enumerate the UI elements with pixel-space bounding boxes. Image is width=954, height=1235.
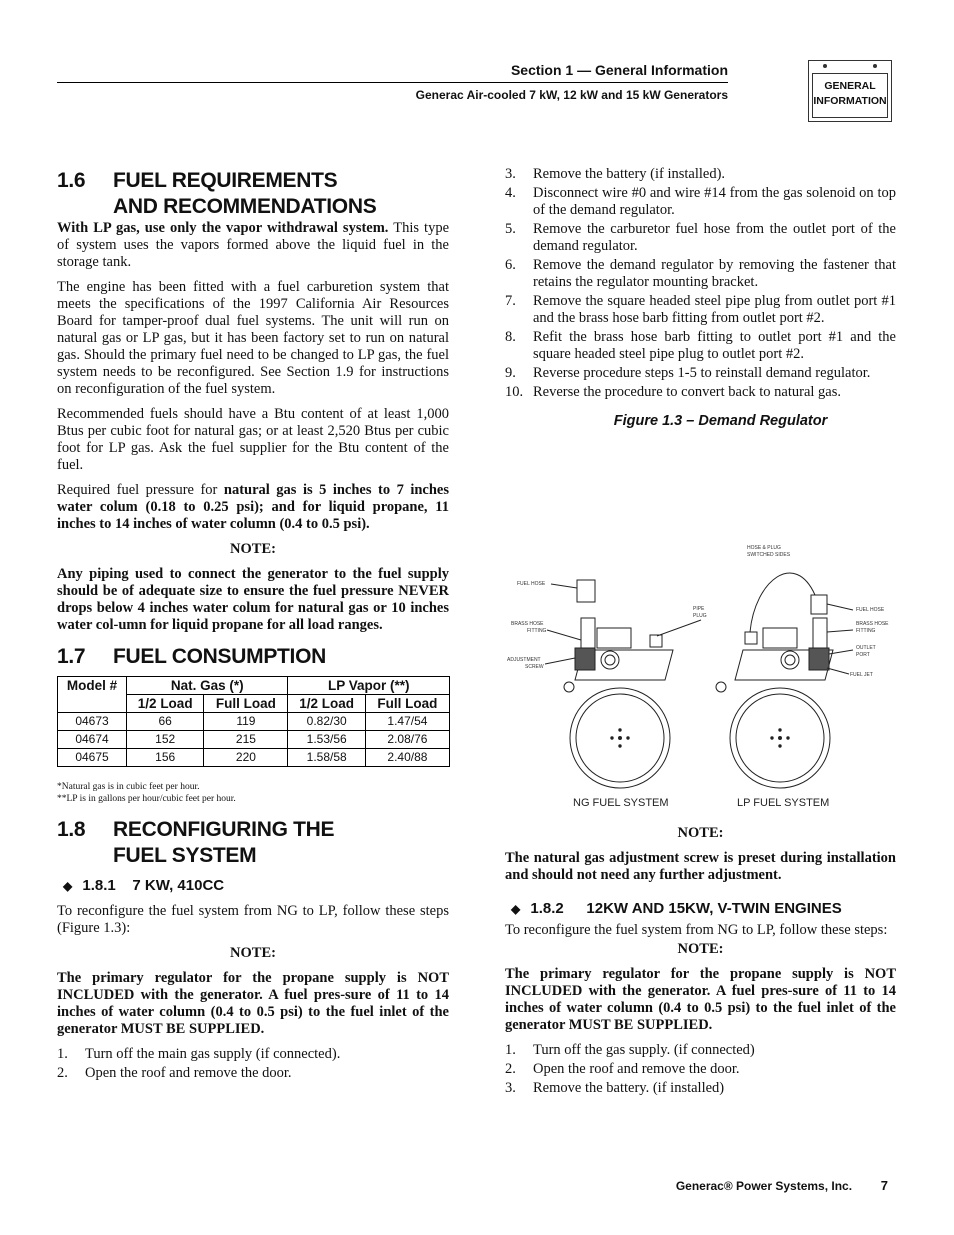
label-outlet-port-2: PORT — [856, 652, 870, 658]
heading-text: FUEL CONSUMPTION — [113, 645, 326, 668]
table-cell: 2.08/76 — [365, 731, 449, 749]
bold-text: The primary regulator for the propane supply is NOT INCLUDED with the generator. A fuel pres-sure of 11 to 14 inches of water column (0.4 to 0.5 psi) to the fuel inlet of the generator MUST BE SUPPLIED. — [57, 970, 449, 1037]
table-subheader: 1/2 Load — [127, 695, 204, 713]
tab-hole-left — [823, 64, 827, 68]
step-number: 1. — [505, 1042, 516, 1058]
label-fuel-hose-lp: FUEL HOSE — [856, 607, 885, 613]
step-number: 6. — [505, 257, 516, 273]
bold-text: The primary regulator for the propane supply is NOT INCLUDED with the generator. A fuel pres-sure of 11 to 14 inches of water column (0.4 to 0.5 psi) to the fuel inlet of the generator MUST BE SUPPLIED. — [505, 966, 896, 1033]
table-cell: 152 — [127, 731, 204, 749]
paragraph — [57, 220, 449, 271]
step-number: 5. — [505, 221, 516, 237]
step-text: Remove the carburetor fuel hose from the outlet port of the demand regulator. — [533, 221, 896, 254]
table-header: Model # — [58, 677, 127, 713]
note-label: NOTE: — [230, 541, 276, 557]
paragraph: To reconfigure the fuel system from NG to LP, follow these steps: — [505, 922, 888, 938]
table-header: LP Vapor (**) — [288, 677, 450, 695]
label-brass-fitting-lp-2: FITTING — [856, 628, 876, 634]
heading-1-8-1 — [57, 877, 449, 895]
table-cell: 04673 — [58, 713, 127, 731]
step-number: 7. — [505, 293, 516, 309]
diamond-bullet-icon: ◆ — [511, 902, 521, 916]
list-item — [505, 384, 896, 401]
heading-1-8 — [57, 817, 449, 869]
note-label: NOTE: — [677, 941, 724, 957]
table-cell: 04675 — [58, 749, 127, 767]
label-fuel-jet: FUEL JET — [850, 672, 873, 678]
step-number: 2. — [505, 1061, 516, 1077]
table-cell: 119 — [204, 713, 288, 731]
section-tab-label — [812, 73, 888, 118]
table-header: Nat. Gas (*) — [127, 677, 288, 695]
page-footer — [676, 1178, 888, 1193]
table-footnote: *Natural gas is in cubic feet per hour. — [57, 782, 200, 792]
heading-text-cont: AND RECOMMENDATIONS — [113, 195, 377, 218]
paragraph: Recommended fuels should have a Btu content of at least 1,000 Btus per cubic foot for natural gas; or at least 2,520 Btus per cubic foot for LP gas. Ask the fuel supplier for the Btu content of the fuel. — [57, 406, 449, 473]
label-outlet-port: OUTLET — [856, 645, 876, 651]
step-text: Refit the brass hose barb fitting to outlet port #1 and the square headed steel pipe plug to outlet port #2. — [533, 329, 896, 362]
bold-text: natural gas is 5 inches to 7 inches water colum (0.18 to 0.25 psi); and for liquid propane, 11 inches to 14 inches of water column (0.4 to 0.5 psi). — [57, 482, 449, 532]
heading-1-6 — [57, 168, 449, 220]
step-number: 8. — [505, 329, 516, 345]
note-text — [57, 566, 449, 634]
label-adjustment-screw: ADJUSTMENT — [507, 657, 541, 663]
label-brass-fitting-2: FITTING — [527, 628, 547, 634]
left-column — [57, 168, 449, 1084]
step-text: Open the roof and remove the door. — [533, 1061, 740, 1077]
step-text: Open the roof and remove the door. — [85, 1065, 292, 1081]
label-hose-plug-2: SWITCHED SIDES — [747, 552, 791, 558]
step-number: 1. — [57, 1046, 68, 1062]
label-fuel-hose: FUEL HOSE — [517, 581, 546, 587]
step-number: 10. — [505, 384, 524, 400]
diamond-bullet-icon: ◆ — [63, 879, 73, 893]
heading-text: RECONFIGURING THE — [113, 818, 335, 841]
lp-regulator-drawing — [716, 573, 833, 788]
table-cell: 1.53/56 — [288, 731, 365, 749]
fuel-consumption-table — [57, 676, 450, 767]
note-text — [505, 966, 896, 1034]
paragraph: To reconfigure the fuel system from NG to LP, follow these steps (Figure 1.3): — [57, 903, 449, 936]
heading-1-7 — [57, 644, 449, 670]
note-text — [57, 970, 449, 1038]
list-item — [505, 365, 896, 382]
table-subheader: Full Load — [365, 695, 449, 713]
note-text — [505, 850, 896, 884]
table-cell: 0.82/30 — [288, 713, 365, 731]
label-pipe-plug-2: PLUG — [693, 613, 707, 619]
label-adjustment-screw-2: SCREW — [525, 664, 544, 670]
list-item — [505, 166, 896, 183]
table-row — [58, 749, 450, 767]
step-text: Reverse the procedure to convert back to natural gas. — [533, 384, 841, 400]
steps-list — [505, 1042, 896, 1097]
subheading-number: 1.8.1 — [82, 877, 116, 894]
text: This type of system uses the vapors formed above the liquid fuel in the storage tank. — [57, 220, 449, 270]
step-text: Remove the battery (if installed). — [533, 166, 726, 182]
table-row — [58, 731, 450, 749]
list-item — [505, 1080, 896, 1097]
note-label: NOTE: — [677, 825, 724, 841]
demand-regulator-figure — [505, 540, 896, 815]
step-text: Remove the battery. (if installed) — [533, 1080, 725, 1096]
subheading-number: 1.8.2 — [530, 900, 564, 917]
list-item — [505, 329, 896, 363]
step-text: Remove the demand regulator by removing the fastener that retains the regulator mounting bracket. — [533, 257, 896, 290]
bold-text: With LP gas, use only the vapor withdrawal system. — [57, 220, 389, 236]
label-hose-plug: HOSE & PLUG — [747, 545, 781, 551]
table-subheader: 1/2 Load — [288, 695, 365, 713]
paragraph: The engine has been fitted with a fuel carburetion system that meets the specifications of the 1997 California Air Resources Board for tamper-proof dual fuel systems. The unit will run on natural gas or LP gas, but it has been factory set to run on natural gas. Should the primary fuel need to be changed to LP gas, the fuel system needs to be reconfigured. See Section 1.9 for instructions on reconfiguration of the fuel system. — [57, 279, 449, 397]
heading-number: 1.8 — [57, 818, 86, 841]
ng-regulator-drawing — [564, 580, 673, 788]
list-item — [505, 1042, 896, 1059]
step-text: Reverse procedure steps 1-5 to reinstall demand regulator. — [533, 365, 871, 381]
heading-number: 1.6 — [57, 169, 86, 192]
header-section: Section 1 — General Information — [510, 62, 728, 78]
right-column-lower — [505, 825, 896, 1099]
list-item — [57, 1065, 449, 1082]
table-cell: 66 — [127, 713, 204, 731]
header-subtitle: Generac Air-cooled 7 kW, 12 kW and 15 kW Generators — [415, 88, 728, 102]
heading-text: FUEL REQUIREMENTS — [113, 169, 338, 192]
header-rule — [57, 82, 728, 83]
label-brass-fitting: BRASS HOSE — [511, 621, 544, 627]
table-cell: 220 — [204, 749, 288, 767]
right-column — [505, 166, 896, 430]
step-number: 3. — [505, 1080, 516, 1096]
table-cell: 04674 — [58, 731, 127, 749]
page-number: 7 — [880, 1178, 888, 1193]
tab-line1: GENERAL — [824, 80, 876, 92]
bold-text: Any piping used to connect the generator to the fuel supply should be of adequate size to ensure the fuel pressure NEVER drops below 4 inches water colum for natural gas or 10 inches water col-umn for liquid propane for all load ranges. — [57, 566, 449, 633]
paragraph — [57, 482, 449, 533]
tab-hole-right — [873, 64, 877, 68]
heading-text-cont: FUEL SYSTEM — [113, 844, 257, 867]
table-cell: 215 — [204, 731, 288, 749]
table-cell: 1.58/58 — [288, 749, 365, 767]
figure-caption: Figure 1.3 – Demand Regulator — [613, 413, 828, 429]
text: Required fuel pressure for — [57, 482, 224, 498]
step-number: 9. — [505, 365, 516, 381]
list-item — [505, 185, 896, 219]
table-subheader: Full Load — [204, 695, 288, 713]
list-item — [505, 221, 896, 255]
steps-list — [57, 1046, 449, 1082]
list-item — [505, 257, 896, 291]
ng-system-label: NG FUEL SYSTEM — [573, 797, 669, 809]
label-brass-fitting-lp: BRASS HOSE — [856, 621, 889, 627]
table-cell: 1.47/54 — [365, 713, 449, 731]
table-cell: 156 — [127, 749, 204, 767]
step-number: 4. — [505, 185, 516, 201]
label-pipe-plug: PIPE — [693, 606, 705, 612]
table-cell: 2.40/88 — [365, 749, 449, 767]
heading-1-8-2 — [505, 900, 896, 918]
subheading-text: 12KW AND 15KW, V-TWIN ENGINES — [586, 900, 842, 917]
subheading-text: 7 KW, 410CC — [132, 877, 225, 894]
lp-system-label: LP FUEL SYSTEM — [737, 797, 830, 809]
step-text: Turn off the main gas supply (if connected). — [85, 1046, 341, 1062]
tab-line2: INFORMATION — [813, 95, 887, 107]
heading-number: 1.7 — [57, 645, 86, 668]
list-item — [505, 1061, 896, 1078]
list-item — [505, 293, 896, 327]
note-label: NOTE: — [230, 945, 276, 961]
table-footnote: **LP is in gallons per hour/cubic feet per hour. — [57, 794, 236, 804]
list-item — [57, 1046, 449, 1063]
bold-text: The natural gas adjustment screw is preset during installation and should not need any further adjustment. — [505, 850, 896, 883]
table-row — [58, 713, 450, 731]
steps-list — [505, 166, 896, 401]
step-text: Disconnect wire #0 and wire #14 from the gas solenoid on top of the demand regulator. — [533, 185, 896, 218]
step-number: 2. — [57, 1065, 68, 1081]
footer-company: Generac® Power Systems, Inc. — [675, 1179, 853, 1193]
step-text: Remove the square headed steel pipe plug from outlet port #1 and the brass hose barb fitting from outlet port #2. — [533, 293, 896, 326]
section-tab — [808, 60, 892, 122]
step-number: 3. — [505, 166, 516, 182]
step-text: Turn off the gas supply. (if connected) — [533, 1042, 755, 1058]
